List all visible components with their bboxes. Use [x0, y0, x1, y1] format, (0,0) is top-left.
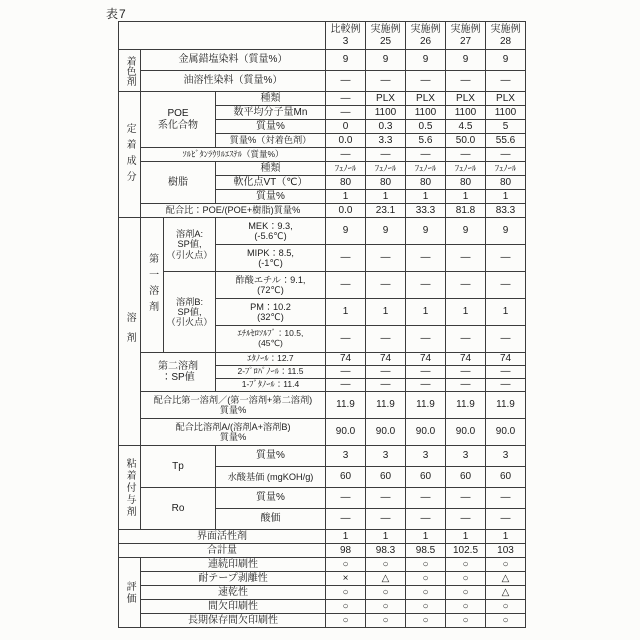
data-cell: 60 — [486, 467, 526, 488]
table-row — [119, 272, 526, 299]
data-cell: 83.3 — [486, 204, 526, 218]
row-label: 速乾性 — [141, 586, 326, 600]
data-cell: ○ — [406, 572, 446, 586]
data-cell: ○ — [446, 572, 486, 586]
table-row — [119, 353, 526, 366]
data-cell: ○ — [326, 586, 366, 600]
data-cell: ○ — [326, 600, 366, 614]
data-cell: 74 — [486, 353, 526, 366]
data-cell: 80 — [366, 176, 406, 190]
data-cell: 3 — [446, 446, 486, 467]
data-cell: ― — [406, 366, 446, 379]
data-cell: 90.0 — [326, 419, 366, 446]
subgroup-label-ro: Ro — [141, 488, 216, 530]
data-cell: ﾌｪﾉｰﾙ — [326, 162, 366, 176]
data-cell: 103 — [486, 544, 526, 558]
data-cell: 1 — [406, 190, 446, 204]
data-cell: ○ — [326, 558, 366, 572]
data-cell: ― — [326, 71, 366, 92]
data-cell: ― — [326, 92, 366, 106]
data-cell: ― — [366, 71, 406, 92]
data-cell: ― — [326, 379, 366, 392]
data-cell: ― — [326, 488, 366, 509]
column-header-comparative-3: 比較例 3 — [326, 22, 366, 50]
data-cell: 98.3 — [366, 544, 406, 558]
data-cell: ○ — [366, 558, 406, 572]
data-cell: 80 — [406, 176, 446, 190]
data-cell: ○ — [366, 614, 406, 628]
data-cell: 4.5 — [446, 120, 486, 134]
data-cell: 3 — [326, 446, 366, 467]
data-cell: 1 — [326, 190, 366, 204]
data-cell: 80 — [446, 176, 486, 190]
data-cell: ― — [406, 488, 446, 509]
data-cell: 1 — [366, 299, 406, 326]
data-cell: ― — [486, 366, 526, 379]
data-cell: ○ — [446, 558, 486, 572]
data-cell: 1 — [326, 530, 366, 544]
data-cell: 98.5 — [406, 544, 446, 558]
data-cell: ― — [366, 148, 406, 162]
data-cell: ― — [326, 148, 366, 162]
data-cell: 102.5 — [446, 544, 486, 558]
data-cell: ﾌｪﾉｰﾙ — [486, 162, 526, 176]
data-cell: 1 — [446, 530, 486, 544]
row-label: 連続印刷性 — [141, 558, 326, 572]
data-cell: 3.3 — [366, 134, 406, 148]
data-cell: ― — [366, 272, 406, 299]
data-cell: 1100 — [366, 106, 406, 120]
data-cell: ― — [446, 509, 486, 530]
data-cell: ○ — [406, 558, 446, 572]
data-cell: 98 — [326, 544, 366, 558]
row-label: 水酸基価 (mgKOH/g) — [216, 467, 326, 488]
group-label-colorant: 着色剤 — [119, 50, 141, 92]
data-cell: PLX — [486, 92, 526, 106]
row-label: 種類 — [216, 92, 326, 106]
group-label-evaluation: 評価 — [119, 558, 141, 628]
row-label: 長期保存間欠印刷性 — [141, 614, 326, 628]
data-cell: 90.0 — [446, 419, 486, 446]
data-cell: 80 — [326, 176, 366, 190]
row-label: 界面活性剤 — [119, 530, 326, 544]
data-cell: 74 — [446, 353, 486, 366]
table-row — [119, 162, 526, 176]
data-cell: ○ — [486, 614, 526, 628]
group-label-solvent: 溶剤 — [119, 218, 141, 446]
table-row — [119, 530, 526, 544]
data-cell: 74 — [366, 353, 406, 366]
data-cell: ― — [326, 326, 366, 353]
table-row — [119, 614, 526, 628]
data-cell: 1 — [446, 299, 486, 326]
subgroup-label-poe: POE 系化合物 — [141, 92, 216, 148]
row-label: ｴﾀﾉｰﾙ：12.7 — [216, 353, 326, 366]
data-cell: ― — [406, 509, 446, 530]
column-header-example-25: 実施例 25 — [366, 22, 406, 50]
data-cell: ― — [406, 379, 446, 392]
data-cell: 1 — [486, 530, 526, 544]
data-cell: △ — [366, 572, 406, 586]
table-row — [119, 446, 526, 467]
data-cell: 33.3 — [406, 204, 446, 218]
data-cell: ― — [446, 71, 486, 92]
data-cell: 55.6 — [486, 134, 526, 148]
data-cell: ﾌｪﾉｰﾙ — [446, 162, 486, 176]
data-cell: ○ — [406, 586, 446, 600]
data-cell: 60 — [446, 467, 486, 488]
data-cell: 5.6 — [406, 134, 446, 148]
data-cell: ― — [326, 245, 366, 272]
data-cell: 0.5 — [406, 120, 446, 134]
data-cell: ― — [446, 488, 486, 509]
table-title: 表7 — [106, 7, 127, 21]
data-cell: ― — [366, 488, 406, 509]
data-cell: 1 — [406, 299, 446, 326]
data-cell: PLX — [366, 92, 406, 106]
data-cell: ― — [446, 245, 486, 272]
data-cell: ― — [486, 326, 526, 353]
column-header-example-26: 実施例 26 — [406, 22, 446, 50]
header-row — [119, 22, 526, 50]
data-cell: ― — [486, 379, 526, 392]
data-cell: 0 — [326, 120, 366, 134]
row-label: ｴﾁﾙｾﾛｿﾙﾌﾞ：10.5, (45℃) — [216, 326, 326, 353]
data-cell: 1100 — [406, 106, 446, 120]
data-cell: 50.0 — [446, 134, 486, 148]
data-cell: 80 — [486, 176, 526, 190]
data-cell: 74 — [326, 353, 366, 366]
table-row — [119, 488, 526, 509]
data-cell: 11.9 — [326, 392, 366, 419]
row-label: 間欠印刷性 — [141, 600, 326, 614]
data-cell: ― — [486, 509, 526, 530]
data-cell: 60 — [326, 467, 366, 488]
subgroup-label-solvent-b: 溶剤B: SP値, （引火点） — [164, 272, 216, 353]
data-cell: ― — [366, 245, 406, 272]
row-label: 油溶性染料（質量%） — [141, 71, 326, 92]
data-cell: ― — [326, 272, 366, 299]
column-header-example-27: 実施例 27 — [446, 22, 486, 50]
data-cell: 3 — [486, 446, 526, 467]
table-row — [119, 92, 526, 106]
row-label: 配合比第一溶剤／(第一溶剤+第二溶剤) 質量% — [141, 392, 326, 419]
data-cell: ― — [326, 509, 366, 530]
row-label: ｿﾙﾋﾞﾀﾝﾗｳﾘﾙｴｽﾃﾙ（質量%） — [141, 148, 326, 162]
row-label: PM：10.2 (32℃) — [216, 299, 326, 326]
data-cell: 1 — [446, 190, 486, 204]
data-cell: 1 — [486, 190, 526, 204]
row-label: 酸価 — [216, 509, 326, 530]
data-cell: ― — [406, 326, 446, 353]
data-cell: ― — [446, 379, 486, 392]
subgroup-label-first-solvent: 第一溶剤 — [141, 218, 164, 353]
data-cell: 0.3 — [366, 120, 406, 134]
data-cell: 1 — [366, 530, 406, 544]
table-row — [119, 218, 526, 245]
table-row — [119, 204, 526, 218]
data-cell: 9 — [446, 218, 486, 245]
data-cell: ― — [486, 488, 526, 509]
data-cell: △ — [486, 586, 526, 600]
data-cell: ― — [446, 366, 486, 379]
data-cell: 60 — [406, 467, 446, 488]
row-label: 配合比：POE/(POE+樹脂)質量% — [141, 204, 326, 218]
table-row — [119, 544, 526, 558]
data-cell: 11.9 — [366, 392, 406, 419]
row-label: 数平均分子量Mn — [216, 106, 326, 120]
data-cell: 0.0 — [326, 134, 366, 148]
data-cell: ― — [486, 148, 526, 162]
row-label: 酢酸エチル：9.1, (72℃) — [216, 272, 326, 299]
data-cell: 90.0 — [406, 419, 446, 446]
data-cell: ○ — [406, 614, 446, 628]
row-label: 配合比溶剤A/(溶剤A+溶剤B) 質量% — [141, 419, 326, 446]
data-cell: 1100 — [486, 106, 526, 120]
data-cell: 1 — [326, 299, 366, 326]
data-cell: ○ — [486, 558, 526, 572]
data-cell: PLX — [406, 92, 446, 106]
data-cell: 3 — [366, 446, 406, 467]
data-cell: ― — [486, 245, 526, 272]
data-cell: 90.0 — [486, 419, 526, 446]
data-cell: 9 — [326, 50, 366, 71]
group-label-tackifier: 粘着付与剤 — [119, 446, 141, 530]
subgroup-label-resin: 樹脂 — [141, 162, 216, 204]
data-cell: ― — [366, 379, 406, 392]
data-cell: 1 — [366, 190, 406, 204]
data-cell: 74 — [406, 353, 446, 366]
data-cell: 90.0 — [366, 419, 406, 446]
data-cell: 5 — [486, 120, 526, 134]
data-cell: 0.0 — [326, 204, 366, 218]
data-cell: 11.9 — [486, 392, 526, 419]
data-cell: 9 — [406, 218, 446, 245]
data-cell: ― — [406, 148, 446, 162]
data-cell: ○ — [446, 614, 486, 628]
subgroup-label-second-solvent: 第二溶剤 ：SP値 — [141, 353, 216, 392]
data-cell: 1100 — [446, 106, 486, 120]
data-cell: 9 — [366, 218, 406, 245]
row-label: MIPK：8.5, (-1℃) — [216, 245, 326, 272]
row-label: 2-ﾌﾟﾛﾊﾟﾉｰﾙ：11.5 — [216, 366, 326, 379]
table-row — [119, 586, 526, 600]
row-label: 質量% — [216, 120, 326, 134]
row-label: 耐テープ剥離性 — [141, 572, 326, 586]
data-cell: ― — [486, 272, 526, 299]
table-row — [119, 50, 526, 71]
data-cell: ― — [446, 272, 486, 299]
row-label: 質量%（対着色剤） — [216, 134, 326, 148]
data-cell: 3 — [406, 446, 446, 467]
data-cell: ― — [406, 71, 446, 92]
column-header-example-28: 実施例 28 — [486, 22, 526, 50]
data-cell: ― — [406, 272, 446, 299]
row-label: 1-ﾌﾞﾀﾉｰﾙ：11.4 — [216, 379, 326, 392]
data-cell: 11.9 — [446, 392, 486, 419]
row-label: 合計量 — [119, 544, 326, 558]
data-cell: ○ — [366, 600, 406, 614]
data-cell: △ — [486, 572, 526, 586]
data-cell: ― — [366, 509, 406, 530]
group-label-fixing: 定着成分 — [119, 92, 141, 218]
data-cell: 9 — [486, 218, 526, 245]
table-row — [119, 148, 526, 162]
data-cell: 9 — [446, 50, 486, 71]
table-row — [119, 600, 526, 614]
table-row — [119, 419, 526, 446]
row-label: 質量% — [216, 488, 326, 509]
data-cell: × — [326, 572, 366, 586]
table-row — [119, 71, 526, 92]
data-cell: ○ — [326, 614, 366, 628]
data-cell: 81.8 — [446, 204, 486, 218]
data-cell: ○ — [446, 600, 486, 614]
data-cell: ― — [326, 366, 366, 379]
data-cell: ○ — [406, 600, 446, 614]
data-cell: ― — [446, 326, 486, 353]
data-cell: ○ — [486, 600, 526, 614]
data-cell: ― — [366, 326, 406, 353]
data-cell: ― — [446, 148, 486, 162]
data-cell: ○ — [366, 586, 406, 600]
table-row — [119, 558, 526, 572]
data-cell: 60 — [366, 467, 406, 488]
subgroup-label-solvent-a: 溶剤A: SP値, （引火点） — [164, 218, 216, 272]
row-label: 種類 — [216, 162, 326, 176]
data-cell: ﾌｪﾉｰﾙ — [366, 162, 406, 176]
row-label: MEK：9.3, (-5.6℃) — [216, 218, 326, 245]
data-cell: ○ — [446, 586, 486, 600]
data-cell: 9 — [486, 50, 526, 71]
data-cell: 9 — [406, 50, 446, 71]
row-label: 質量% — [216, 446, 326, 467]
header-blank-cell — [119, 22, 326, 50]
row-label: 軟化点VT（℃） — [216, 176, 326, 190]
row-label: 金属錯塩染料（質量%） — [141, 50, 326, 71]
data-cell: 11.9 — [406, 392, 446, 419]
row-label: 質量% — [216, 190, 326, 204]
formulation-table — [118, 21, 526, 628]
data-cell: 9 — [366, 50, 406, 71]
data-cell: ― — [366, 366, 406, 379]
data-cell: ― — [406, 245, 446, 272]
data-cell: ― — [486, 71, 526, 92]
data-cell: 1 — [486, 299, 526, 326]
data-cell: 9 — [326, 218, 366, 245]
subgroup-label-tp: Tp — [141, 446, 216, 488]
data-cell: 23.1 — [366, 204, 406, 218]
data-cell: ― — [326, 106, 366, 120]
data-cell: 1 — [406, 530, 446, 544]
data-cell: ﾌｪﾉｰﾙ — [406, 162, 446, 176]
table-row — [119, 392, 526, 419]
data-cell: PLX — [446, 92, 486, 106]
table-row — [119, 572, 526, 586]
